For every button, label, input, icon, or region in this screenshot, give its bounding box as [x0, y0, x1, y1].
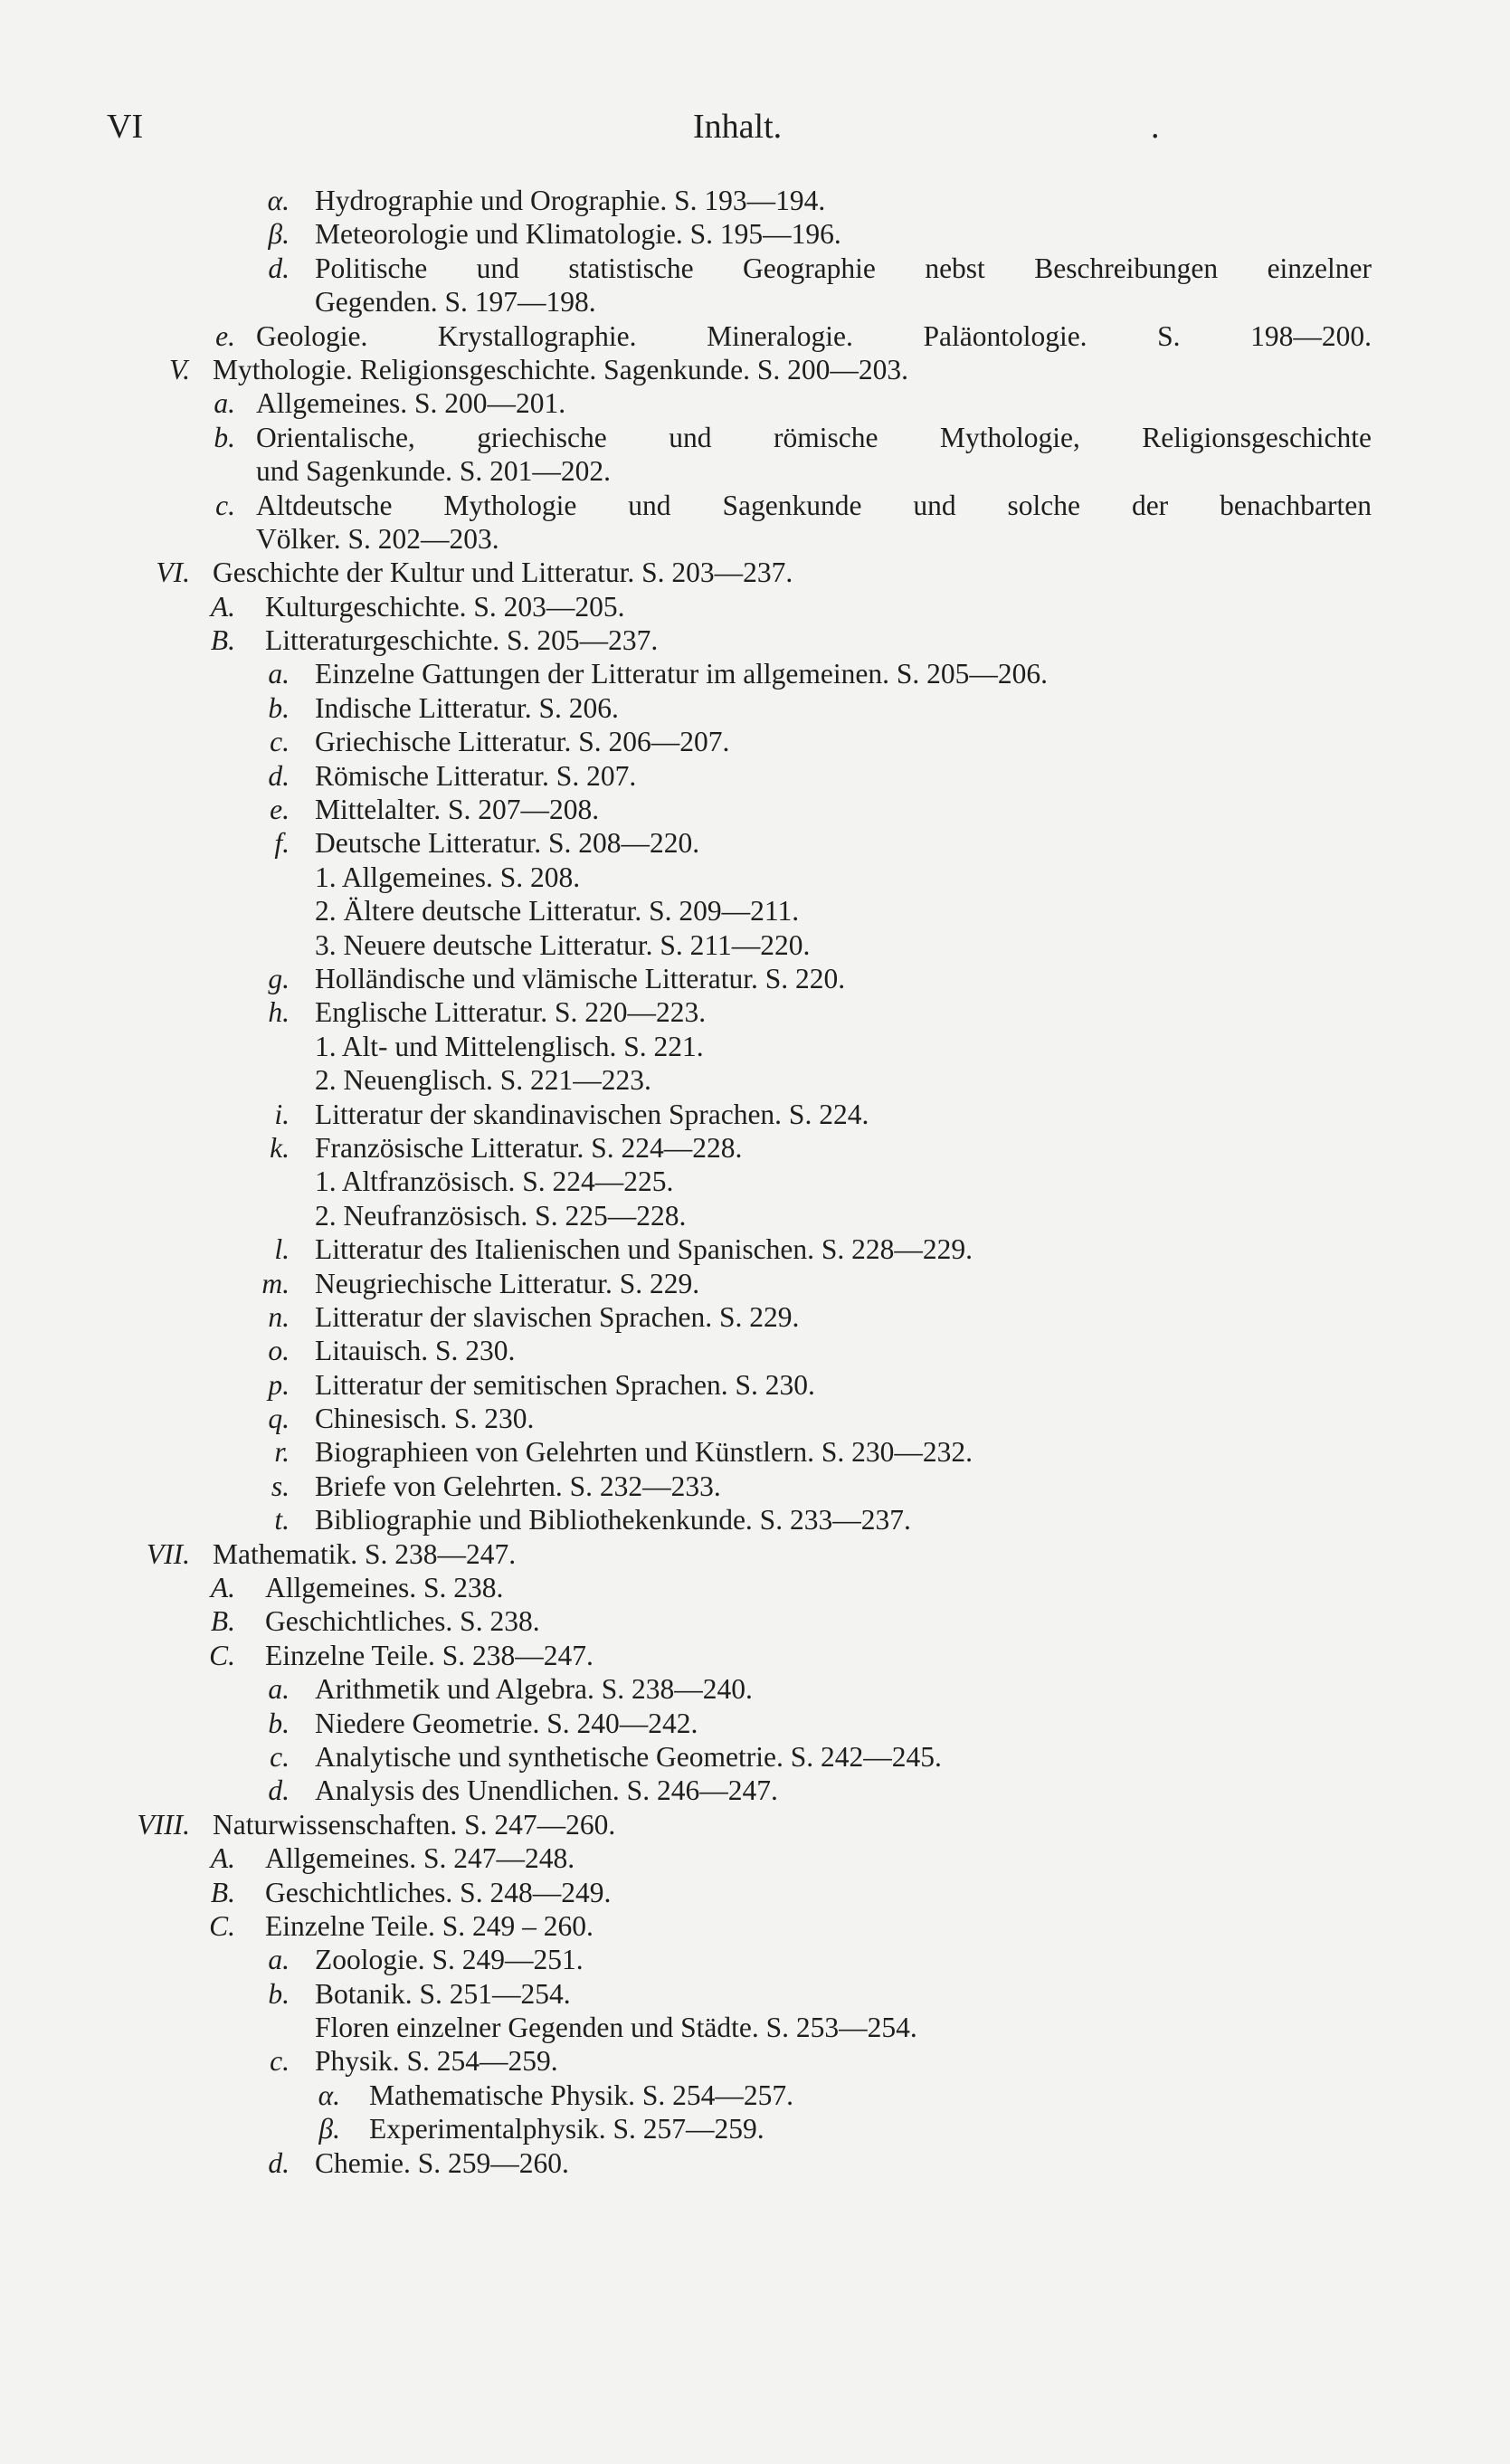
- toc-entry-label: b.: [214, 421, 235, 453]
- toc-entry-text: Mittelalter. S. 207—208.: [315, 794, 600, 826]
- toc-entry: [0, 623, 1510, 657]
- toc-entry-label: A.: [210, 1842, 235, 1875]
- toc-entry: [0, 319, 1510, 353]
- toc-entry-text: Allgemeines. S. 200—201.: [256, 387, 566, 420]
- running-title: Inhalt.: [693, 108, 783, 146]
- toc-entry-label: B.: [210, 1605, 235, 1638]
- toc-entry-text: Zoologie. S. 249—251.: [315, 1944, 584, 1976]
- toc-entry-text: Völker. S. 202—203.: [256, 522, 499, 555]
- toc-entry-label: VII.: [146, 1537, 190, 1570]
- toc-entry-label: f.: [274, 827, 290, 860]
- toc-entry: [0, 1841, 1510, 1875]
- toc-entry-text: Orientalische, griechische und römische Mythologie, Religionsgeschichte: [256, 421, 1372, 453]
- toc-entry: [0, 1537, 1510, 1571]
- toc-entry: [0, 1300, 1510, 1334]
- toc-entry: [0, 2079, 1510, 2112]
- toc-entry-label: a.: [268, 658, 290, 690]
- toc-entry-label: α.: [318, 2079, 340, 2111]
- toc-entry: [0, 1740, 1510, 1774]
- toc-entry-label: b.: [268, 1977, 290, 2010]
- toc-entry-text: Allgemeines. S. 247—248.: [265, 1842, 575, 1875]
- toc-entry: [0, 556, 1510, 589]
- toc-entry-text: 2. Neufranzösisch. S. 225—228.: [315, 1199, 687, 1232]
- toc-entry: [0, 1165, 1510, 1198]
- toc-entry-text: Mythologie. Religionsgeschichte. Sagenkunde. S. 200—203.: [213, 353, 909, 385]
- toc-entry-label: d.: [268, 2146, 290, 2179]
- toc-entry: [0, 522, 1510, 556]
- toc-entry-text: 1. Allgemeines. S. 208.: [315, 861, 581, 893]
- toc-entry-label: m.: [261, 1267, 290, 1299]
- toc-entry-label: d.: [268, 759, 290, 792]
- toc-entry-text: 2. Neuenglisch. S. 221—223.: [315, 1064, 651, 1097]
- toc-entry: [0, 1808, 1510, 1841]
- toc-entry: [0, 590, 1510, 623]
- toc-entry: [0, 1030, 1510, 1063]
- toc-entry-text: Litteratur der slavischen Sprachen. S. 229.: [315, 1300, 800, 1333]
- toc-entry-label: d.: [268, 1774, 290, 1807]
- toc-entry-text: Hydrographie und Orographie. S. 193—194.: [315, 185, 826, 216]
- toc-entry-text: Allgemeines. S. 238.: [265, 1572, 504, 1604]
- toc-entry-label: A.: [210, 1572, 235, 1604]
- toc-entry: [0, 2044, 1510, 2078]
- page-number: VI: [107, 108, 144, 146]
- toc-entry: [0, 1334, 1510, 1367]
- toc-entry: [0, 421, 1510, 454]
- toc-entry-label: l.: [274, 1233, 290, 1266]
- toc-entry-text: Indische Litteratur. S. 206.: [315, 691, 619, 724]
- toc-entry: [0, 725, 1510, 758]
- toc-entry: [0, 826, 1510, 860]
- toc-entry: [0, 1267, 1510, 1300]
- toc-entry-text: Litteratur der semitischen Sprachen. S. 230.: [315, 1368, 815, 1401]
- toc-entry-text: Botanik. S. 251—254.: [315, 1977, 571, 2010]
- toc-entry: [0, 2011, 1510, 2044]
- toc-entry-text: Experimentalphysik. S. 257—259.: [369, 2113, 764, 2145]
- toc-entry-text: Niedere Geometrie. S. 240—242.: [315, 1707, 698, 1739]
- toc-entry: [0, 861, 1510, 894]
- toc-entry-label: n.: [268, 1300, 290, 1333]
- toc-entry: [0, 691, 1510, 725]
- toc-entry-text: Analytische und synthetische Geometrie. S. 242—245.: [315, 1740, 942, 1773]
- toc-entry: [0, 1098, 1510, 1131]
- toc-entry: [0, 1876, 1510, 1909]
- toc-entry-text: Briefe von Gelehrten. S. 232—233.: [315, 1470, 721, 1502]
- toc-entry-text: Litteraturgeschichte. S. 205—237.: [265, 624, 659, 657]
- toc-entry-label: β.: [318, 2113, 340, 2145]
- toc-entry-text: Arithmetik und Algebra. S. 238—240.: [315, 1673, 753, 1706]
- toc-entry-text: Biographieen von Gelehrten und Künstlern. S. 230—232.: [315, 1436, 973, 1469]
- toc-entry: [0, 928, 1510, 962]
- toc-entry-text: Geschichtliches. S. 248—249.: [265, 1876, 612, 1908]
- toc-entry: [0, 1639, 1510, 1672]
- toc-entry: [0, 1199, 1510, 1232]
- toc-entry-text: Floren einzelner Gegenden und Städte. S. 253—254.: [315, 2012, 917, 2044]
- toc-entry: [0, 894, 1510, 928]
- toc-entry: [0, 1943, 1510, 1976]
- toc-entry-label: d.: [268, 252, 290, 284]
- toc-entry-label: c.: [270, 1740, 290, 1773]
- toc-entry-label: C.: [209, 1909, 235, 1942]
- toc-entry-text: Physik. S. 254—259.: [315, 2045, 558, 2078]
- toc-entry-label: b.: [268, 691, 290, 724]
- toc-entry: [0, 1470, 1510, 1503]
- toc-entry: [0, 489, 1510, 522]
- toc-entry-label: e.: [215, 319, 235, 352]
- toc-entry: [0, 2146, 1510, 2180]
- toc-entry-text: Neugriechische Litteratur. S. 229.: [315, 1267, 700, 1299]
- toc-entry-text: Geschichte der Kultur und Litteratur. S. 203—237.: [213, 557, 793, 589]
- toc-entry: [0, 1063, 1510, 1097]
- toc-entry-label: a.: [268, 1944, 290, 1976]
- toc-entry-text: Französische Litteratur. S. 224—228.: [315, 1131, 743, 1164]
- toc-entry-label: V.: [168, 353, 190, 385]
- toc-entry-text: Litteratur des Italienischen und Spanischen. S. 228—229.: [315, 1233, 973, 1266]
- toc-entry-text: Kulturgeschichte. S. 203—205.: [265, 590, 625, 623]
- toc-entry-text: 2. Ältere deutsche Litteratur. S. 209—211.: [315, 895, 800, 928]
- toc-entry: [0, 1774, 1510, 1807]
- toc-entry: [0, 1604, 1510, 1638]
- toc-entry: [0, 1672, 1510, 1706]
- toc-entry-label: VI.: [156, 557, 190, 589]
- toc-entry-label: c.: [215, 489, 235, 521]
- toc-entry-text: Altdeutsche Mythologie und Sagenkunde und solche der benachbarten: [256, 489, 1372, 521]
- toc-entry-text: und Sagenkunde. S. 201—202.: [256, 455, 611, 488]
- toc-entry: [0, 184, 1510, 217]
- toc-entry-label: c.: [270, 726, 290, 758]
- toc-entry-label: B.: [210, 624, 235, 657]
- toc-entry-label: α.: [267, 185, 290, 216]
- toc-entry-text: Analysis des Unendlichen. S. 246—247.: [315, 1774, 778, 1807]
- toc-entry-text: 1. Altfranzösisch. S. 224—225.: [315, 1165, 674, 1198]
- toc-entry-text: Einzelne Teile. S. 249 – 260.: [265, 1909, 594, 1942]
- toc-entry-label: h.: [268, 996, 290, 1029]
- toc-entry-text: Geologie. Krystallographie. Mineralogie. Paläontologie. S. 198—200.: [256, 319, 1372, 352]
- toc-entry: [0, 1402, 1510, 1435]
- toc-entry-text: Chemie. S. 259—260.: [315, 2146, 569, 2179]
- toc-entry-label: c.: [270, 2045, 290, 2078]
- toc-entry: [0, 454, 1510, 488]
- toc-entry-label: β.: [268, 218, 290, 251]
- toc-entry-text: Einzelne Teile. S. 238—247.: [265, 1639, 594, 1671]
- toc-entry-label: e.: [270, 794, 290, 826]
- toc-entry-label: A.: [210, 590, 235, 623]
- toc-entry-label: s.: [271, 1470, 290, 1502]
- toc-entry-text: Römische Litteratur. S. 207.: [315, 759, 637, 792]
- toc-entry: [0, 1232, 1510, 1266]
- toc-entry-text: Bibliographie und Bibliothekenkunde. S. 233—237.: [315, 1504, 911, 1536]
- toc-entry-text: Geschichtliches. S. 238.: [265, 1605, 540, 1638]
- toc-entry-text: Mathematik. S. 238—247.: [213, 1537, 517, 1570]
- toc-entry-label: r.: [274, 1436, 290, 1469]
- page-header: [0, 0, 1510, 172]
- toc-entry-text: Deutsche Litteratur. S. 208—220.: [315, 827, 700, 860]
- toc-entry: [0, 1707, 1510, 1740]
- toc-entry-label: q.: [268, 1403, 290, 1435]
- toc-entry-label: i.: [274, 1098, 290, 1130]
- toc-entry: [0, 759, 1510, 793]
- toc-entry-label: C.: [209, 1639, 235, 1671]
- toc-entry: [0, 995, 1510, 1029]
- toc-entry-text: Mathematische Physik. S. 254—257.: [369, 2079, 793, 2111]
- toc-entry: [0, 1977, 1510, 2011]
- toc-entry: [0, 1503, 1510, 1536]
- toc-entry-text: Litteratur der skandinavischen Sprachen. S. 224.: [315, 1098, 869, 1130]
- toc-entry-label: k.: [270, 1131, 290, 1164]
- toc-entry: [0, 657, 1510, 690]
- toc-entry-label: VIII.: [137, 1808, 190, 1841]
- toc-entry-text: Englische Litteratur. S. 220—223.: [315, 996, 707, 1029]
- toc-entry-label: b.: [268, 1707, 290, 1739]
- toc-entry-text: Holländische und vlämische Litteratur. S. 220.: [315, 962, 846, 994]
- toc-entry: [0, 2112, 1510, 2145]
- toc-entry: [0, 1909, 1510, 1943]
- toc-entry: [0, 1435, 1510, 1469]
- toc-entry: [0, 353, 1510, 386]
- header-mark: .: [1151, 108, 1160, 146]
- toc-entry-text: Politische und statistische Geographie nebst Beschreibungen einzelner: [315, 252, 1372, 284]
- toc-entry: [0, 962, 1510, 995]
- toc-entry-text: Chinesisch. S. 230.: [315, 1403, 535, 1435]
- toc-entry: [0, 793, 1510, 826]
- toc-entry-label: t.: [274, 1504, 290, 1536]
- toc-entry-label: a.: [268, 1673, 290, 1706]
- toc-entry-text: Naturwissenschaften. S. 247—260.: [213, 1808, 616, 1841]
- toc-entry: [0, 285, 1510, 319]
- toc-entry-text: Meteorologie und Klimatologie. S. 195—196.: [315, 218, 841, 251]
- toc-entry: [0, 1571, 1510, 1604]
- toc-entry: [0, 252, 1510, 285]
- toc-entry-text: Einzelne Gattungen der Litteratur im allgemeinen. S. 205—206.: [315, 658, 1049, 690]
- table-of-contents: [0, 184, 1510, 2180]
- toc-entry-label: g.: [268, 962, 290, 994]
- toc-entry-label: p.: [268, 1368, 290, 1401]
- toc-entry-label: a.: [214, 387, 235, 420]
- toc-entry-text: 1. Alt- und Mittelenglisch. S. 221.: [315, 1030, 704, 1062]
- toc-entry: [0, 1368, 1510, 1402]
- toc-entry-text: 3. Neuere deutsche Litteratur. S. 211—220.: [315, 928, 811, 961]
- toc-entry-label: o.: [268, 1335, 290, 1367]
- toc-entry-text: Litauisch. S. 230.: [315, 1335, 516, 1367]
- toc-entry-text: Gegenden. S. 197—198.: [315, 286, 596, 319]
- toc-entry: [0, 386, 1510, 420]
- toc-entry: [0, 217, 1510, 251]
- toc-entry-label: B.: [210, 1876, 235, 1908]
- toc-entry: [0, 1131, 1510, 1165]
- toc-entry-text: Griechische Litteratur. S. 206—207.: [315, 726, 730, 758]
